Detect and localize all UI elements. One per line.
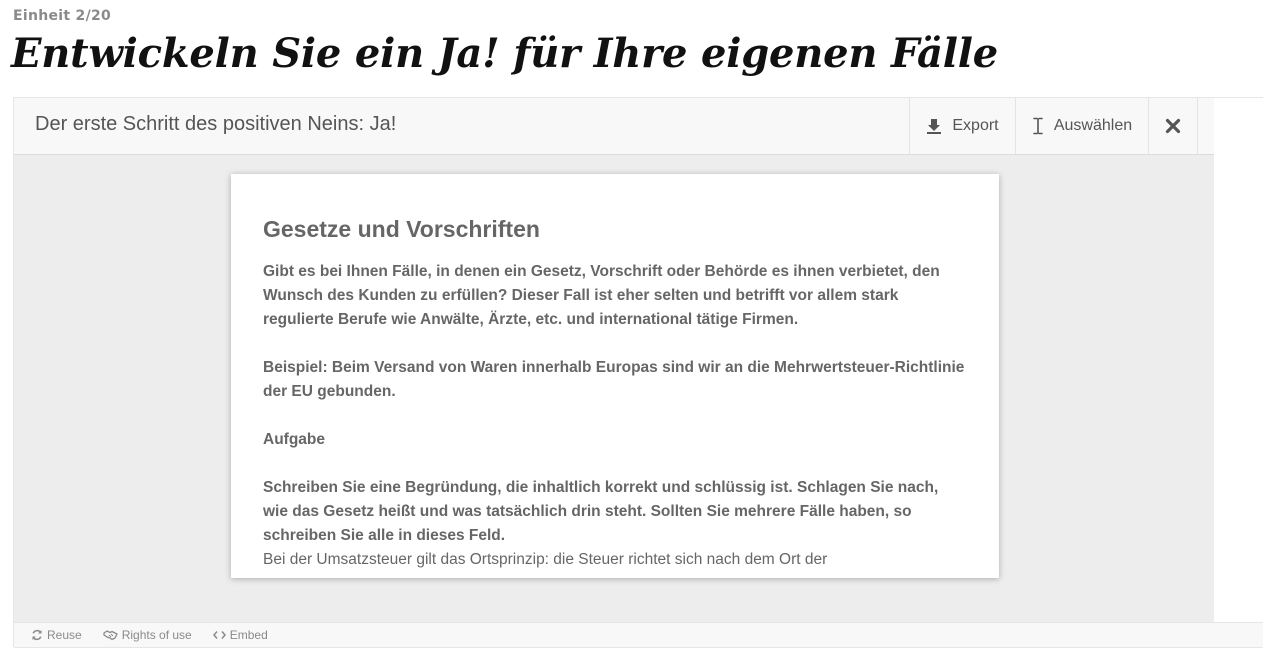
reuse-link[interactable] [31, 628, 82, 642]
code-icon [213, 630, 226, 640]
reuse-label: Reuse [47, 628, 82, 642]
footer-bar [14, 622, 1263, 648]
toolbar-spacer [1198, 98, 1214, 154]
viewer-toolbar [14, 98, 1214, 155]
right-margin [1214, 98, 1263, 622]
answer-text[interactable]: Bei der Umsatzsteuer gilt das Ortsprinzip: die Steuer richtet sich nach dem Ort der [263, 551, 828, 568]
intro-paragraph: Gibt es bei Ihnen Fälle, in denen ein Gesetz, Vorschrift oder Behörde es ihnen verbietet, den Wunsch des Kunden zu erfüllen? Dieser Fall ist eher selten und betrifft vor allem stark regulierte Berufe wie Anwälte, Ärzte, etc. und international tätige Firmen. [263, 263, 940, 328]
rights-label: Rights of use [121, 628, 192, 642]
close-icon [1165, 118, 1181, 134]
refresh-icon [31, 629, 43, 641]
task-paragraph: Schreiben Sie eine Begründung, die inhaltlich korrekt und schlüssig ist. Schlagen Sie nach, wie das Gesetz heißt und was tatsächlich drin steht. Sollten Sie mehrere Fälle haben, so schreiben Sie alle in dieses Feld. [263, 479, 939, 544]
embed-link[interactable] [213, 628, 268, 642]
select-button[interactable] [1015, 98, 1148, 154]
close-button[interactable] [1148, 98, 1198, 154]
task-label: Aufgabe [263, 431, 325, 448]
embed-label: Embed [229, 628, 268, 642]
content-frame [13, 97, 1263, 647]
export-label: Export [952, 117, 999, 134]
document-heading: Gesetze und Vorschriften [263, 216, 540, 242]
export-button[interactable] [909, 98, 1015, 154]
unit-label: Einheit 2/20 [13, 8, 112, 24]
handshake-icon [103, 629, 118, 641]
toolbar-title: Der erste Schritt des positiven Neins: Ja! [35, 113, 397, 135]
select-label: Auswählen [1053, 117, 1133, 134]
page-title: Entwickeln Sie ein Ja! für Ihre eigenen Fälle [11, 30, 998, 77]
document-viewer[interactable] [14, 155, 1214, 622]
document-page [231, 174, 999, 578]
download-icon [926, 118, 942, 134]
example-paragraph: Beispiel: Beim Versand von Waren innerhalb Europas sind wir an die Mehrwertsteuer-Richtlinie der EU gebunden. [263, 359, 965, 400]
rights-of-use-link[interactable] [103, 628, 192, 642]
text-cursor-icon [1032, 117, 1044, 135]
